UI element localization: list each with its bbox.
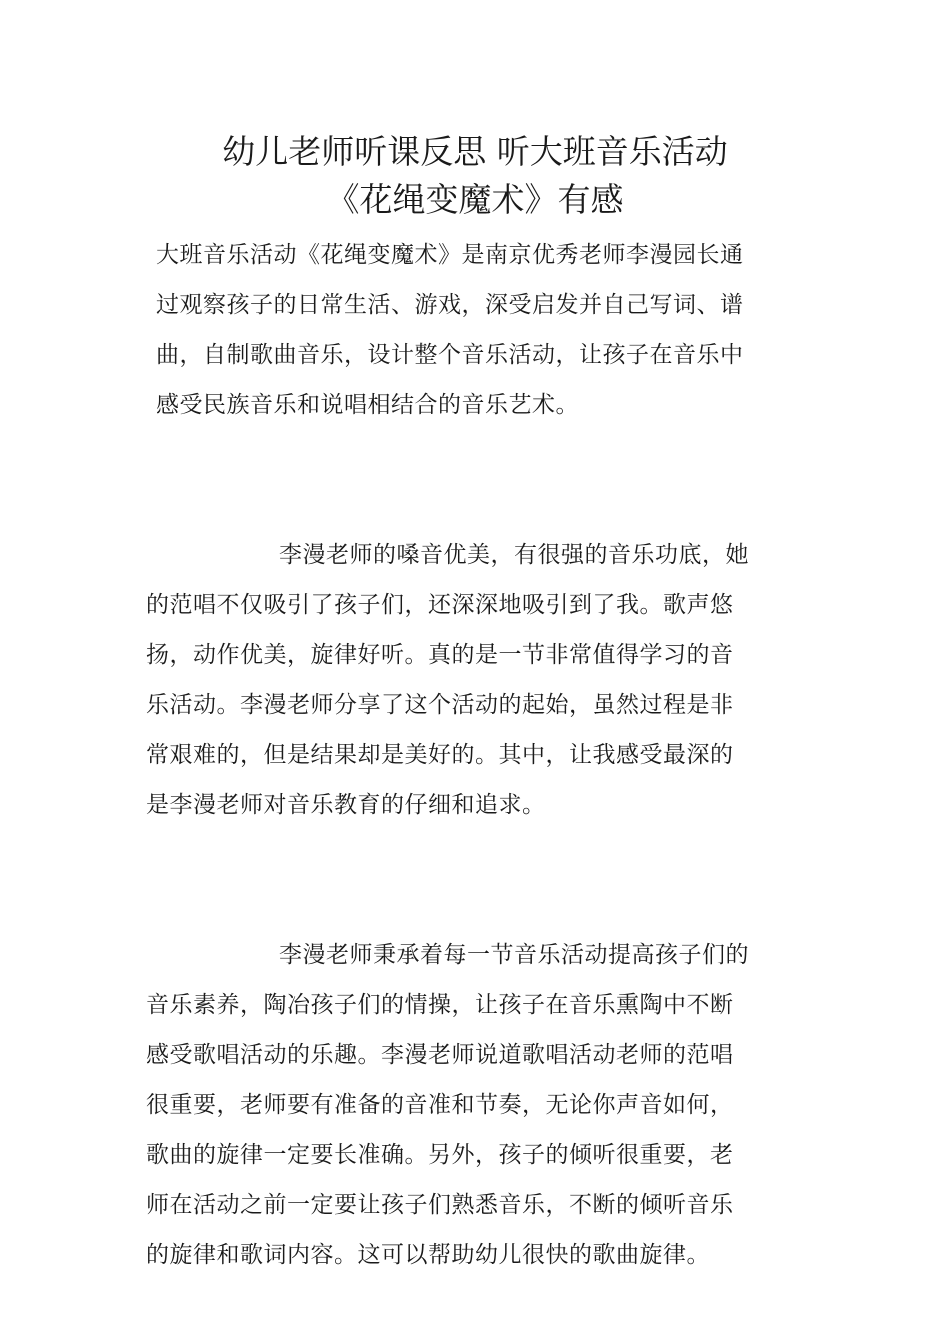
paragraph-line: 的范唱不仅吸引了孩子们，还深深地吸引到了我。歌声悠	[146, 592, 734, 618]
paragraph-line: 大班音乐活动《花绳变魔术》是南京优秀老师李漫园长通	[156, 242, 744, 268]
paragraph-2	[146, 530, 806, 830]
paragraph-line: 过观察孩子的日常生活、游戏，深受启发并自己写词、谱	[156, 292, 744, 318]
paragraph-line: 常艰难的，但是结果却是美好的。其中，让我感受最深的	[146, 742, 734, 768]
paragraph-line: 的旋律和歌词内容。这可以帮助幼儿很快的歌曲旋律。	[146, 1242, 710, 1268]
paragraph-line: 李漫老师的嗓音优美，有很强的音乐功底，她	[279, 542, 749, 568]
paragraph-gap	[146, 430, 806, 480]
paragraph-line: 李漫老师秉承着每一节音乐活动提高孩子们的	[279, 942, 749, 968]
paragraph-line: 扬，动作优美，旋律好听。真的是一节非常值得学习的音	[146, 642, 734, 668]
paragraph-line: 乐活动。李漫老师分享了这个活动的起始，虽然过程是非	[146, 692, 734, 718]
title-line-1: 幼儿老师听课反思 听大班音乐活动	[222, 132, 728, 171]
paragraph-line: 感受歌唱活动的乐趣。李漫老师说道歌唱活动老师的范唱	[146, 1042, 734, 1068]
paragraph-3	[146, 930, 806, 1280]
paragraph-line: 曲，自制歌曲音乐，设计整个音乐活动，让孩子在音乐中	[156, 342, 744, 368]
paragraph-line: 感受民族音乐和说唱相结合的音乐艺术。	[156, 392, 579, 418]
paragraph-line: 很重要，老师要有准备的音准和节奏，无论你声音如何，	[146, 1092, 734, 1118]
paragraph-gap	[146, 480, 806, 530]
document-title	[0, 128, 950, 224]
title-line-2: 《花绳变魔术》有感	[326, 180, 624, 219]
paragraph-1	[146, 230, 806, 430]
paragraph-line: 是李漫老师对音乐教育的仔细和追求。	[146, 792, 546, 818]
paragraph-line: 歌曲的旋律一定要长准确。另外，孩子的倾听很重要，老	[146, 1142, 734, 1168]
document-body	[146, 230, 806, 1280]
paragraph-gap	[146, 880, 806, 930]
paragraph-line: 师在活动之前一定要让孩子们熟悉音乐，不断的倾听音乐	[146, 1192, 734, 1218]
paragraph-gap	[146, 830, 806, 880]
paragraph-line: 音乐素养，陶冶孩子们的情操，让孩子在音乐熏陶中不断	[146, 992, 734, 1018]
